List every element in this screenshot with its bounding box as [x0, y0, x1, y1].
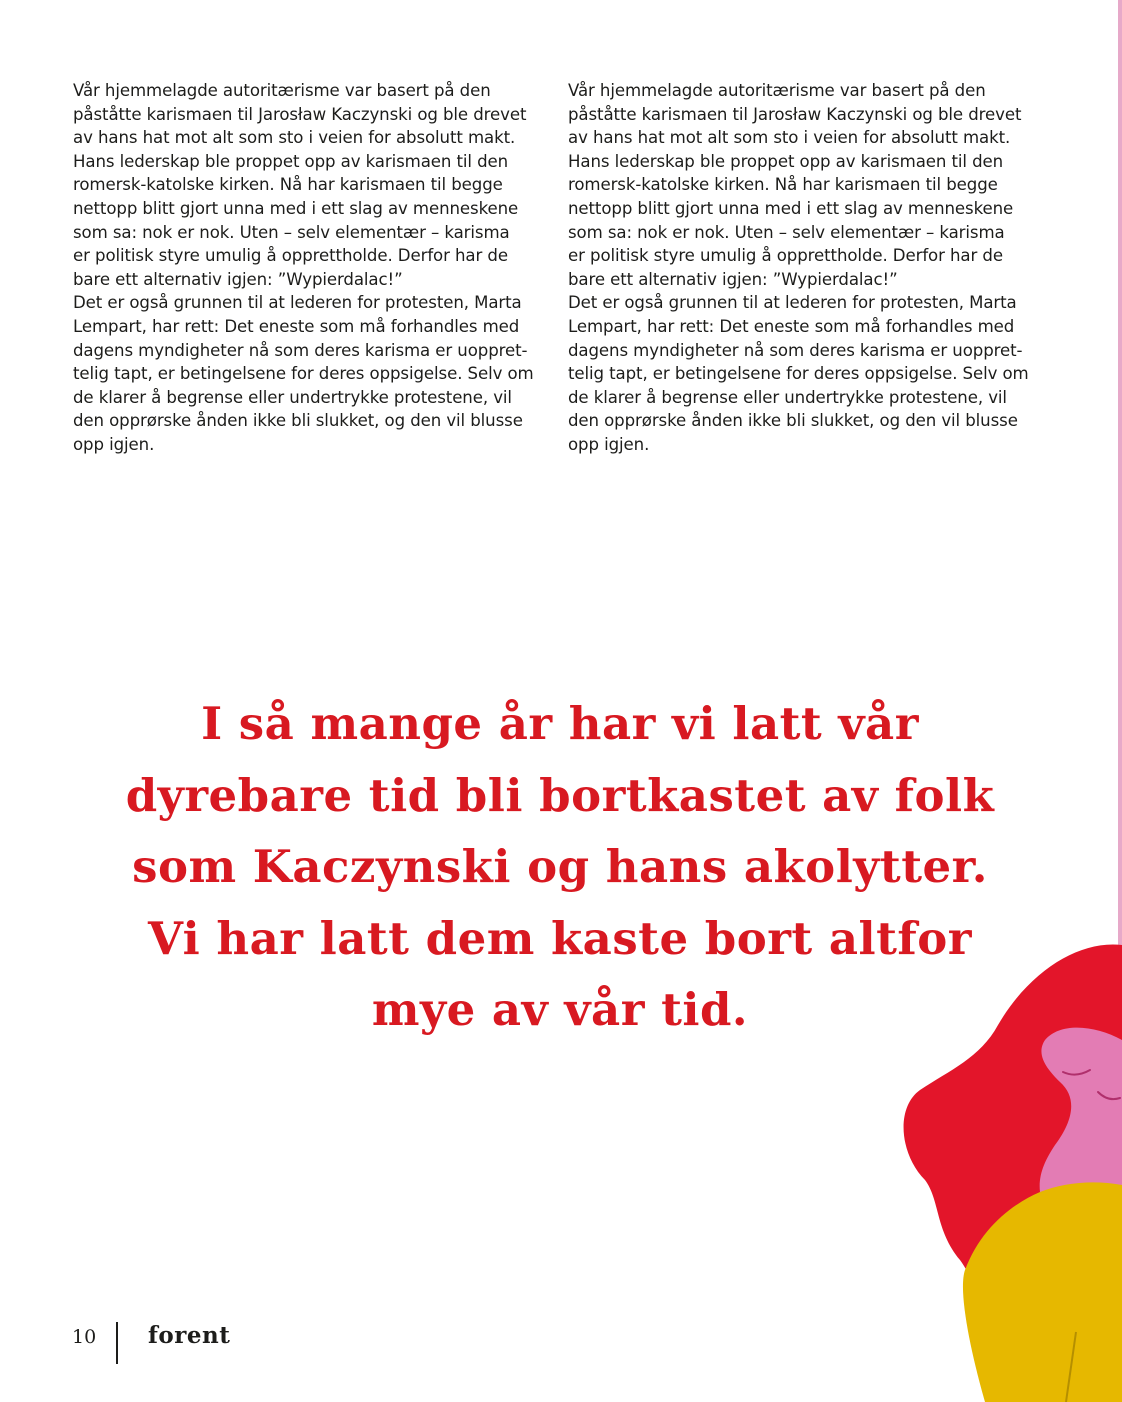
woman-illustration: [880, 930, 1122, 1402]
page-edge-stripe: [1118, 0, 1122, 960]
article-column-left: [73, 79, 553, 457]
article-text-right: Vår hjemmelagde autoritærisme var basert på den påståtte karismaen til Jarosław Kaczynski og ble drevet av hans hat mot alt som sto i veien for absolutt makt. Hans lederskap ble proppet opp av karismaen til den romersk-katolske kirken. Nå har karismaen til begge nettopp blitt gjort unna med i ett slag av menneskene som sa: nok er nok. Uten – selv elementær – karisma er politisk styre umulig å opprettholde. Derfor har de bare ett alternativ igjen: ”Wypierdalac!” Det er også grunnen til at lederen for protesten, Marta Lempart, har rett: Det eneste som må forhandles med dagens myndigheter nå som deres karisma er uoppret- telig tapt, er betingelsene for deres oppsigelse. Selv om de klarer å begrense eller undertrykke protestene, vil den opprørske ånden ikke bli slukket, og den vil blusse opp igjen.: [568, 81, 1029, 454]
article-column-right: [568, 79, 1048, 457]
page-number: 10: [72, 1326, 97, 1348]
footer-divider: [116, 1322, 118, 1364]
pull-quote-text: I så mange år har vi latt vår dyrebare tid bli bortkastet av folk som Kaczynski og hans akolytter. Vi har latt dem kaste bort altfor mye av vår tid.: [125, 697, 995, 1036]
pull-quote: [120, 688, 1000, 1046]
woman-illustration-icon: [880, 930, 1122, 1402]
brand-logo: forent: [148, 1322, 231, 1349]
article-text-left: Vår hjemmelagde autoritærisme var basert på den påståtte karismaen til Jarosław Kaczynski og ble drevet av hans hat mot alt som sto i veien for absolutt makt. Hans lederskap ble proppet opp av karismaen til den romersk-katolske kirken. Nå har karismaen til begge nettopp blitt gjort unna med i ett slag av menneskene som sa: nok er nok. Uten – selv elementær – karisma er politisk styre umulig å opprettholde. Derfor har de bare ett alternativ igjen: ”Wypierdalac!” Det er også grunnen til at lederen for protesten, Marta Lempart, har rett: Det eneste som må forhandles med dagens myndigheter nå som deres karisma er uoppret- telig tapt, er betingelsene for deres oppsigelse. Selv om de klarer å begrense eller undertrykke protestene, vil den opprørske ånden ikke bli slukket, og den vil blusse opp igjen.: [73, 81, 534, 454]
